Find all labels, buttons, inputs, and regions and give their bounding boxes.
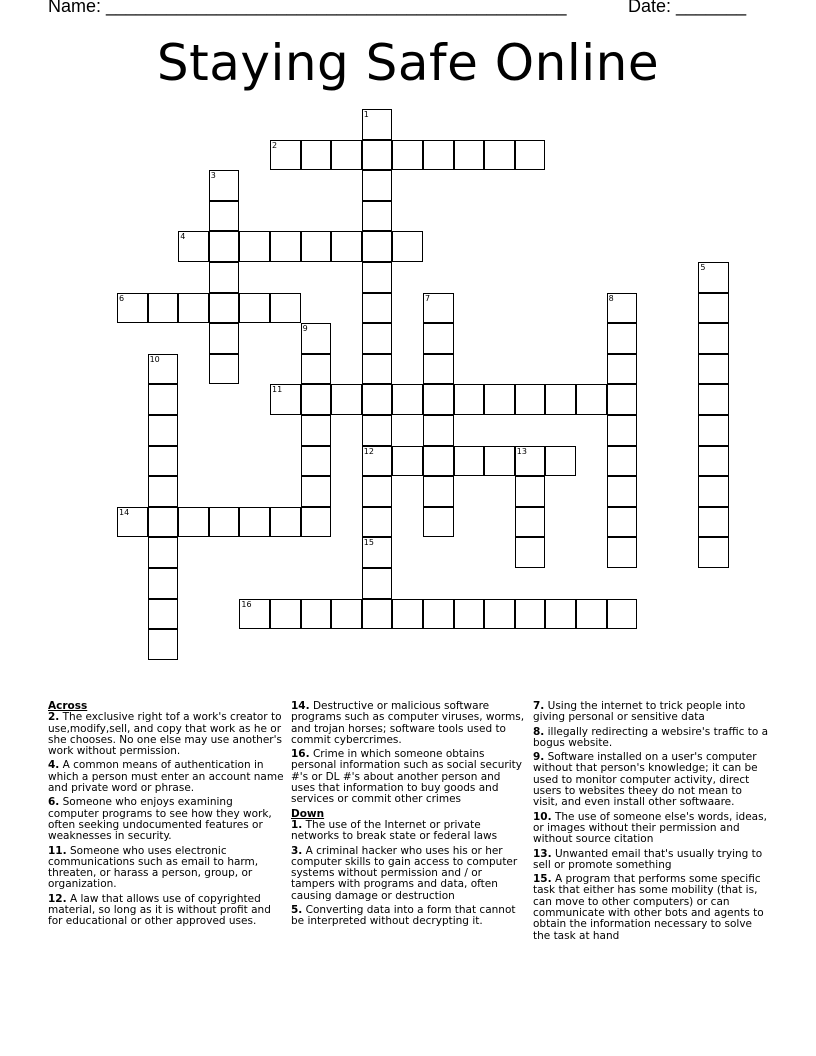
grid-cell[interactable] (362, 446, 393, 477)
grid-cell[interactable] (301, 599, 332, 630)
grid-cell[interactable] (301, 140, 332, 171)
grid-cell[interactable] (607, 446, 638, 477)
grid-cell[interactable] (423, 384, 454, 415)
grid-cell[interactable] (515, 446, 546, 477)
grid-cell[interactable] (698, 323, 729, 354)
grid-cell[interactable] (270, 293, 301, 324)
grid-cell[interactable] (545, 599, 576, 630)
grid-cell[interactable] (239, 293, 270, 324)
clue-text: Crime in which someone obtains personal information such as social security #'s or DL #'s about another person and uses that information to buy goods and services or commit other crimes (291, 748, 522, 806)
grid-cell[interactable] (148, 476, 179, 507)
grid-cell[interactable] (148, 446, 179, 477)
grid-cell[interactable] (239, 599, 270, 630)
grid-cell[interactable] (454, 384, 485, 415)
down-clue (533, 812, 769, 846)
grid-cell[interactable] (423, 293, 454, 324)
clue-number: 5. (291, 904, 303, 917)
grid-cell[interactable] (301, 323, 332, 354)
grid-cell[interactable] (362, 384, 393, 415)
grid-cell[interactable] (515, 507, 546, 538)
grid-cell[interactable] (423, 507, 454, 538)
grid-cell[interactable] (362, 354, 393, 385)
across-clue (48, 797, 284, 842)
down-clue (291, 820, 527, 843)
grid-cell[interactable] (698, 384, 729, 415)
grid-cell[interactable] (607, 293, 638, 324)
grid-cell[interactable] (301, 354, 332, 385)
clue-number: 6. (48, 796, 60, 809)
grid-cell[interactable] (362, 415, 393, 446)
grid-cell[interactable] (209, 231, 240, 262)
grid-cell[interactable] (607, 599, 638, 630)
grid-cell[interactable] (209, 201, 240, 232)
across-clue (291, 701, 527, 746)
grid-cell[interactable] (362, 170, 393, 201)
across-clue (291, 749, 527, 805)
cell-number: 10 (149, 354, 160, 364)
grid-cell[interactable] (607, 476, 638, 507)
grid-cell[interactable] (209, 262, 240, 293)
grid-cell[interactable] (148, 629, 179, 660)
grid-cell[interactable] (607, 507, 638, 538)
grid-cell[interactable] (362, 507, 393, 538)
grid-cell[interactable] (698, 507, 729, 538)
clue-text: Someone who enjoys examining computer programs to see how they work, often seeking undocumented features or weaknesses in security. (48, 796, 272, 843)
cell-number: 11 (272, 385, 283, 395)
grid-cell[interactable] (607, 384, 638, 415)
grid-cell[interactable] (392, 446, 423, 477)
cell-number: 15 (363, 538, 374, 548)
cell-number: 16 (241, 599, 252, 609)
across-clue (48, 846, 284, 891)
grid-cell[interactable] (698, 262, 729, 293)
down-heading: Down (291, 807, 325, 820)
clue-text: illegally redirecting a websire's traffic to a bogus website. (533, 725, 769, 749)
grid-cell[interactable] (362, 262, 393, 293)
across-clue (48, 894, 284, 928)
clue-text: The use of the Internet or private networks to break state or federal laws (291, 818, 498, 843)
grid-cell[interactable] (331, 384, 362, 415)
clue-text: Using the internet to trick people into giving personal or sensitive data (533, 700, 746, 724)
grid-cell[interactable] (484, 599, 515, 630)
grid-cell[interactable] (392, 599, 423, 630)
clue-number: 14. (291, 700, 310, 712)
clue-number: 2. (48, 711, 60, 724)
grid-cell[interactable] (362, 109, 393, 140)
grid-cell[interactable] (117, 507, 148, 538)
clue-number: 13. (533, 847, 552, 860)
down-clue (533, 701, 769, 724)
grid-cell[interactable] (698, 354, 729, 385)
clue-number: 4. (48, 759, 60, 772)
grid-cell[interactable] (607, 415, 638, 446)
cell-number: 8 (608, 293, 614, 303)
grid-cell[interactable] (423, 446, 454, 477)
clue-text: A law that allows use of copyrighted material, so long as it is without profit and for educational or other approved uses. (48, 892, 271, 928)
grid-cell[interactable] (270, 231, 301, 262)
grid-cell[interactable] (148, 415, 179, 446)
grid-cell[interactable] (301, 231, 332, 262)
cell-number: 12 (363, 446, 374, 456)
date-line[interactable]: Date: _______ (628, 0, 747, 16)
across-clue (48, 760, 284, 794)
grid-cell[interactable] (209, 293, 240, 324)
grid-cell[interactable] (209, 507, 240, 538)
grid-cell[interactable] (331, 140, 362, 171)
clue-number: 15. (533, 873, 552, 886)
down-clue (533, 849, 769, 872)
cell-number: 9 (302, 324, 308, 334)
grid-cell[interactable] (331, 599, 362, 630)
grid-cell[interactable] (362, 231, 393, 262)
grid-cell[interactable] (454, 140, 485, 171)
grid-cell[interactable] (301, 384, 332, 415)
grid-cell[interactable] (576, 599, 607, 630)
grid-cell[interactable] (607, 323, 638, 354)
grid-cell[interactable] (362, 568, 393, 599)
clue-text: A program that performs some specific task that either has some mobility (that is, can move to other computers) or can communicate with other bots and agents to obtain the information necessary to solve the task at hand (533, 873, 764, 942)
grid-cell[interactable] (484, 446, 515, 477)
grid-cell[interactable] (392, 231, 423, 262)
grid-cell[interactable] (362, 537, 393, 568)
grid-cell[interactable] (362, 201, 393, 232)
clue-text: Converting data into a form that cannot be interpreted without decrypting it. (291, 904, 516, 928)
grid-cell[interactable] (423, 415, 454, 446)
grid-cell[interactable] (515, 384, 546, 415)
grid-cell[interactable] (423, 323, 454, 354)
clue-number: 11. (48, 844, 67, 857)
grid-cell[interactable] (148, 599, 179, 630)
grid-cell[interactable] (607, 354, 638, 385)
grid-cell[interactable] (148, 384, 179, 415)
clue-number: 7. (533, 700, 545, 712)
across-clue (48, 712, 284, 757)
grid-cell[interactable] (362, 476, 393, 507)
clue-number: 9. (533, 751, 545, 764)
grid-cell[interactable] (698, 446, 729, 477)
down-clue (533, 752, 769, 808)
grid-cell[interactable] (423, 599, 454, 630)
grid-cell[interactable] (362, 323, 393, 354)
down-clue (533, 727, 769, 750)
clue-text: Software installed on a user's computer without that person's knowledge; it can be used to monitor computer activity, direct users to websites theey do not mean to visit, and even install other softwaare. (533, 751, 758, 809)
grid-cell[interactable] (607, 537, 638, 568)
grid-cell[interactable] (117, 293, 148, 324)
grid-cell[interactable] (178, 507, 209, 538)
down-clue (533, 874, 769, 942)
grid-cell[interactable] (454, 599, 485, 630)
grid-cell[interactable] (392, 140, 423, 171)
puzzle-title: Staying Safe Online (156, 34, 660, 92)
grid-cell[interactable] (148, 293, 179, 324)
cell-number: 6 (119, 293, 125, 303)
clue-column-3 (533, 701, 769, 945)
clue-text: A criminal hacker who uses his or her computer skills to gain access to computer systems without permission and / or tampers with programs and data, often causing damage or destruction (291, 844, 518, 902)
cell-number: 2 (272, 140, 278, 150)
cell-number: 5 (700, 263, 706, 272)
clue-column-2 (291, 701, 527, 931)
grid-cell[interactable] (362, 140, 393, 171)
grid-cell[interactable] (301, 446, 332, 477)
grid-cell[interactable] (148, 507, 179, 538)
grid-cell[interactable] (698, 415, 729, 446)
grid-cell[interactable] (698, 293, 729, 324)
grid-cell[interactable] (392, 384, 423, 415)
grid-cell[interactable] (270, 140, 301, 171)
clue-text: The exclusive right tof a work's creator to use,modify,sell, and copy that work as he or she chooses. No one else may use another's work without permission. (48, 711, 282, 758)
grid-cell[interactable] (209, 354, 240, 385)
clue-text: The use of someone else's words, ideas, or images without their permission and without source citation (533, 810, 767, 846)
clue-number: 3. (291, 844, 303, 857)
grid-cell[interactable] (698, 476, 729, 507)
grid-cell[interactable] (515, 537, 546, 568)
grid-cell[interactable] (270, 507, 301, 538)
grid-cell[interactable] (545, 384, 576, 415)
down-clue (291, 905, 527, 928)
grid-cell[interactable] (515, 140, 546, 171)
grid-cell[interactable] (331, 231, 362, 262)
grid-cell[interactable] (239, 507, 270, 538)
cell-number: 1 (363, 110, 369, 119)
clue-number: 10. (533, 810, 552, 823)
clue-number: 16. (291, 748, 310, 761)
grid-cell[interactable] (301, 415, 332, 446)
grid-cell[interactable] (209, 323, 240, 354)
clue-number: 1. (291, 818, 303, 831)
grid-cell[interactable] (454, 446, 485, 477)
cell-number: 4 (180, 232, 186, 242)
grid-cell[interactable] (423, 354, 454, 385)
clue-number: 12. (48, 892, 67, 905)
grid-cell[interactable] (576, 384, 607, 415)
grid-cell[interactable] (178, 231, 209, 262)
cell-number: 7 (425, 293, 431, 303)
grid-cell[interactable] (698, 537, 729, 568)
grid-cell[interactable] (515, 476, 546, 507)
grid-cell[interactable] (209, 170, 240, 201)
grid-cell[interactable] (301, 507, 332, 538)
grid-cell[interactable] (423, 140, 454, 171)
cell-number: 14 (119, 507, 130, 517)
clue-column-1 (48, 701, 284, 931)
grid-cell[interactable] (484, 384, 515, 415)
grid-cell[interactable] (148, 354, 179, 385)
grid-cell[interactable] (301, 476, 332, 507)
clue-text: Unwanted email that's usually trying to sell or promote something (533, 847, 763, 871)
clue-text: Someone who uses electronic communications such as email to harm, threaten, or harass a person, group, or organization. (48, 844, 259, 891)
cell-number: 13 (516, 446, 527, 456)
grid-cell[interactable] (545, 446, 576, 477)
grid-cell[interactable] (423, 476, 454, 507)
grid-cell[interactable] (362, 599, 393, 630)
clue-text: A common means of authentication in which a person must enter an account name and private word or phrase. (48, 759, 284, 795)
grid-cell[interactable] (270, 599, 301, 630)
grid-cell[interactable] (239, 231, 270, 262)
grid-cell[interactable] (484, 140, 515, 171)
grid-cell[interactable] (270, 384, 301, 415)
clue-text: Destructive or malicious software programs such as computer viruses, worms, and trojan horses; software tools used to commit cybercrimes. (291, 700, 525, 746)
across-heading: Across (48, 700, 88, 712)
grid-cell[interactable] (178, 293, 209, 324)
grid-cell[interactable] (148, 537, 179, 568)
name-line[interactable]: Name: ______________________________________________ (48, 0, 567, 16)
down-clue (291, 846, 527, 902)
grid-cell[interactable] (515, 599, 546, 630)
grid-cell[interactable] (362, 293, 393, 324)
clue-number: 8. (533, 725, 545, 738)
grid-cell[interactable] (148, 568, 179, 599)
cell-number: 3 (210, 171, 216, 181)
